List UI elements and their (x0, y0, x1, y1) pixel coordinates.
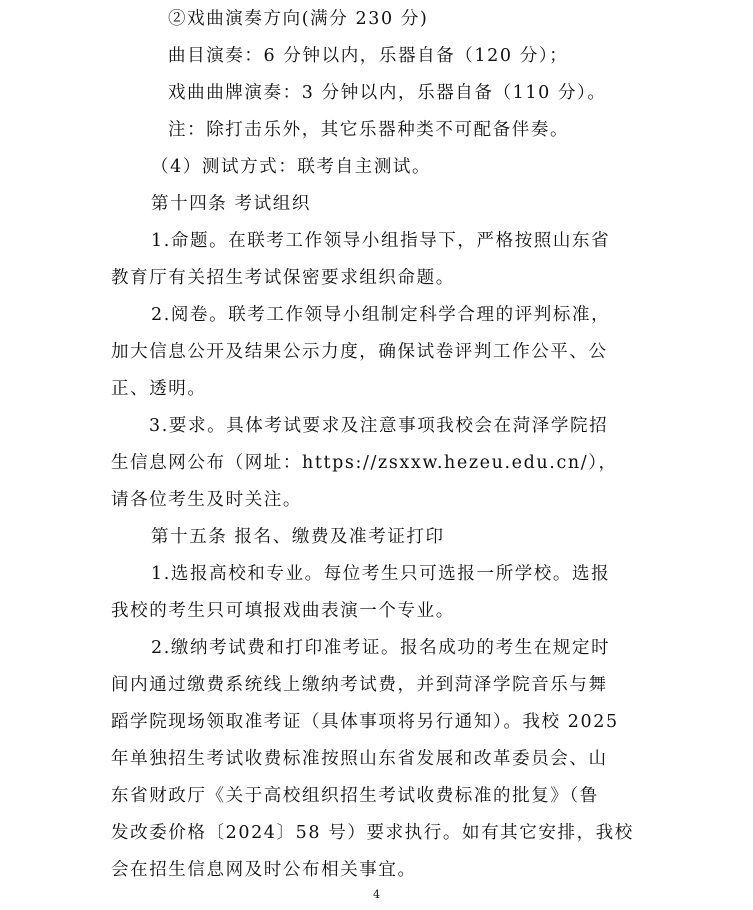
text-line: 注：除打击乐外，其它乐器种类不可配备伴奏。 (168, 120, 570, 140)
section-heading: 第十五条 报名、缴费及准考证打印 (151, 527, 445, 547)
text-line: 加大信息公开及结果公示力度，确保试卷评判工作公平、公 (111, 342, 608, 362)
text-line: 1.命题。在联考工作领导小组指导下，严格按照山东省 (151, 231, 611, 251)
text-line: （4）测试方式：联考自主测试。 (151, 157, 432, 177)
text-line: 正、透明。 (111, 379, 207, 399)
text-line: 会在招生信息网及时公布相关事宜。 (111, 860, 417, 880)
text-line: ②戏曲演奏方向(满分 230 分) (168, 9, 429, 29)
text-line: 东省财政厅《关于高校组织招生考试收费标准的批复》（鲁 (111, 786, 599, 806)
text-line: 蹈学院现场领取准考证（具体事项将另行通知）。我校 2025 (111, 712, 619, 732)
text-line: 教育厅有关招生考试保密要求组织命题。 (111, 268, 455, 288)
text-line: 我校的考生只可填报戏曲表演一个专业。 (111, 601, 455, 621)
text-line: 3.要求。具体考试要求及注意事项我校会在菏泽学院招 (149, 416, 609, 436)
text-line: 1.选报高校和专业。每位考生只可选报一所学校。选报 (151, 564, 611, 584)
text-line: 2.阅卷。联考工作领导小组制定科学合理的评判标准， (151, 305, 611, 325)
page-number: 4 (373, 888, 380, 901)
text-line: 戏曲曲牌演奏：3 分钟以内，乐器自备（110 分）。 (168, 83, 607, 103)
text-line: 请各位考生及时关注。 (111, 490, 302, 510)
text-line: 2.缴纳考试费和打印准考证。报名成功的考生在规定时 (151, 638, 611, 658)
section-heading: 第十四条 考试组织 (151, 194, 311, 214)
text-line: 曲目演奏：6 分钟以内，乐器自备（120 分）； (168, 46, 569, 66)
text-line: 生信息网公布（网址：https://zsxxw.hezeu.edu.cn/）， (111, 453, 618, 473)
text-line: 发改委价格〔2024〕58 号）要求执行。如有其它安排，我校 (111, 823, 634, 843)
text-line: 年单独招生考试收费标准按照山东省发展和改革委员会、山 (111, 749, 608, 769)
text-line: 间内通过缴费系统线上缴纳考试费，并到菏泽学院音乐与舞 (111, 675, 608, 695)
